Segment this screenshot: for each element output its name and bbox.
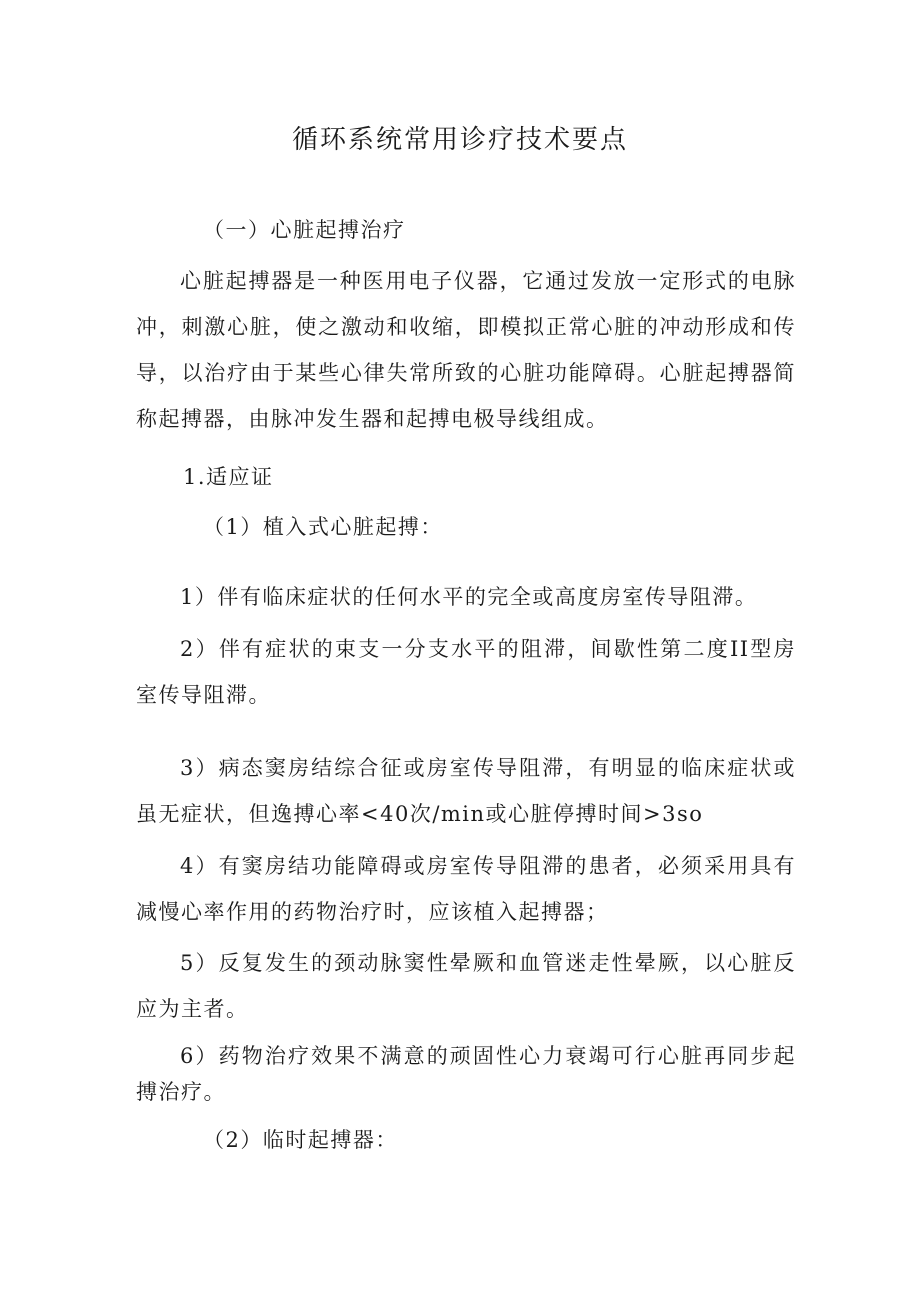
list-item: 6）药物治疗效果不满意的顽固性心力衰竭可行心脏再同步起搏治疗。 — [136, 1044, 796, 1104]
intro-paragraph: 心脏起搏器是一种医用电子仪器，它通过发放一定形式的电脉冲，刺激心脏，使之激动和收缩，即模拟正常心脏的冲动形成和传导，以治疗由于某些心律失常所致的心脏功能障碍。心脏起搏器简称起搏器，由脉冲发生器和起搏电极导线组成。 — [136, 269, 796, 431]
list-item: 5）反复发生的颈动脉窦性晕厥和血管迷走性晕厥，以心脏反应为主者。 — [136, 951, 796, 1021]
list-item: 3）病态窦房结综合征或房室传导阻滞，有明显的临床症状或虽无症状，但逸搏心率<40次/min或心脏停搏时间>3so — [136, 756, 796, 826]
list-item: 4）有窦房结功能障碍或房室传导阻滞的患者，必须采用具有减慢心率作用的药物治疗时，应该植入起搏器； — [136, 854, 796, 924]
section-heading: （一）心脏起搏治疗 — [203, 218, 406, 242]
list-item: 2）伴有症状的束支一分支水平的阻滞，间歇性第二度II型房室传导阻滞。 — [136, 637, 796, 707]
indications-heading: 1.适应证 — [183, 465, 274, 489]
temporary-heading: （2）临时起搏器： — [203, 1128, 398, 1152]
implant-heading: （1）植入式心脏起搏： — [203, 515, 443, 539]
list-item: 1）伴有临床症状的任何水平的完全或高度房室传导阻滞。 — [180, 585, 758, 609]
page-title: 循环系统常用诊疗技术要点 — [291, 125, 628, 155]
